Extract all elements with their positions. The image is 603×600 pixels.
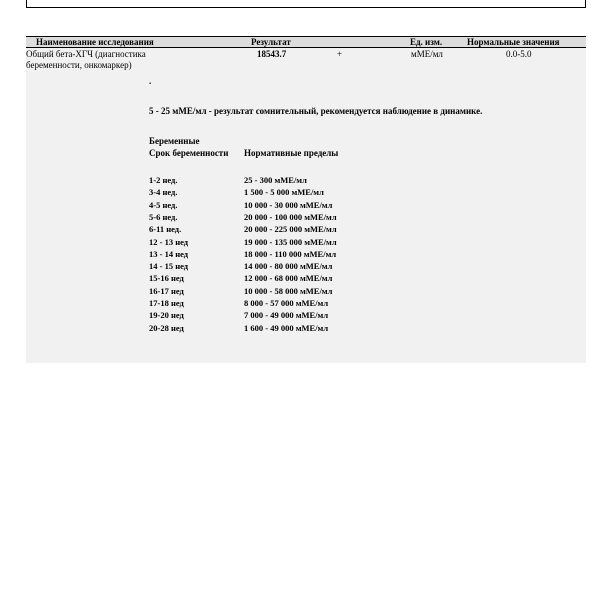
ref-range: 14 000 - 80 000 мМЕ/мл (244, 261, 333, 272)
ref-term: 6-11 нед. (149, 224, 182, 235)
ref-range: 1 600 - 49 000 мМЕ/мл (244, 322, 329, 333)
ref-range: 10 000 - 30 000 мМЕ/мл (244, 199, 333, 210)
reference-row (26, 323, 586, 334)
table-header (26, 36, 586, 48)
header-normal: Нормальные значения (467, 37, 560, 47)
reference-row (26, 175, 586, 186)
ref-header-limits: Нормативные пределы (244, 148, 339, 158)
reference-row (26, 261, 586, 272)
ref-term: 12 - 13 нед (149, 236, 189, 247)
test-name-line1: Общий бета-ХГЧ (диагностика (26, 49, 146, 59)
ref-range: 7 000 - 49 000 мМЕ/мл (244, 310, 329, 321)
reference-row (26, 237, 586, 248)
header-unit: Ед. изм. (410, 37, 443, 47)
header-result: Результат (251, 37, 291, 47)
ref-range: 25 - 300 мМЕ/мл (244, 175, 307, 185)
reference-row (26, 187, 586, 198)
ref-term: 20-28 нед (149, 322, 184, 333)
pregnant-title: Беременные (149, 136, 200, 146)
test-name-line2: беременности, онкомаркер) (26, 60, 132, 70)
reference-row (26, 273, 586, 284)
ref-range: 10 000 - 58 000 мМЕ/мл (244, 285, 333, 296)
ref-term: 3-4 нед. (149, 187, 178, 198)
ref-term: 16-17 нед (149, 285, 184, 296)
ref-term: 1-2 нед. (149, 175, 178, 185)
ref-range: 18 000 - 110 000 мМЕ/мл (244, 248, 337, 259)
reference-row (26, 286, 586, 297)
header-name: Наименование исследования (36, 37, 154, 47)
ref-term: 14 - 15 нед (149, 261, 189, 272)
ref-header-term: Срок беременности (149, 148, 229, 158)
ref-range: 8 000 - 57 000 мМЕ/мл (244, 298, 329, 308)
ref-term: 4-5 нед. (149, 199, 178, 210)
reference-row (26, 310, 586, 321)
ref-range: 20 000 - 100 000 мМЕ/мл (244, 211, 337, 222)
ref-range: 1 500 - 5 000 мМЕ/мл (244, 187, 324, 198)
doubtful-note: 5 - 25 мМЕ/мл - результат сомнительный, рекомендуется наблюдение в динамике. (149, 106, 483, 116)
reference-row (26, 298, 586, 309)
separator-dot: . (149, 76, 152, 86)
ref-term: 5-6 нед. (149, 211, 178, 222)
test-result: 18543.7 (257, 49, 287, 59)
test-unit: мМЕ/мл (411, 49, 443, 59)
ref-term: 15-16 нед (149, 273, 184, 284)
result-flag: + (337, 49, 343, 59)
ref-term: 17-18 нед (149, 298, 184, 308)
reference-row (26, 249, 586, 260)
reference-row (26, 212, 586, 223)
top-frame (26, 0, 586, 8)
test-normal: 0.0-5.0 (506, 49, 532, 59)
reference-row (26, 200, 586, 211)
ref-range: 12 000 - 68 000 мМЕ/мл (244, 273, 333, 284)
ref-term: 19-20 нед (149, 310, 184, 321)
results-panel (26, 48, 586, 363)
ref-term: 13 - 14 нед (149, 248, 189, 259)
reference-row (26, 224, 586, 235)
ref-range: 19 000 - 135 000 мМЕ/мл (244, 236, 337, 247)
ref-range: 20 000 - 225 000 мМЕ/мл (244, 224, 337, 235)
